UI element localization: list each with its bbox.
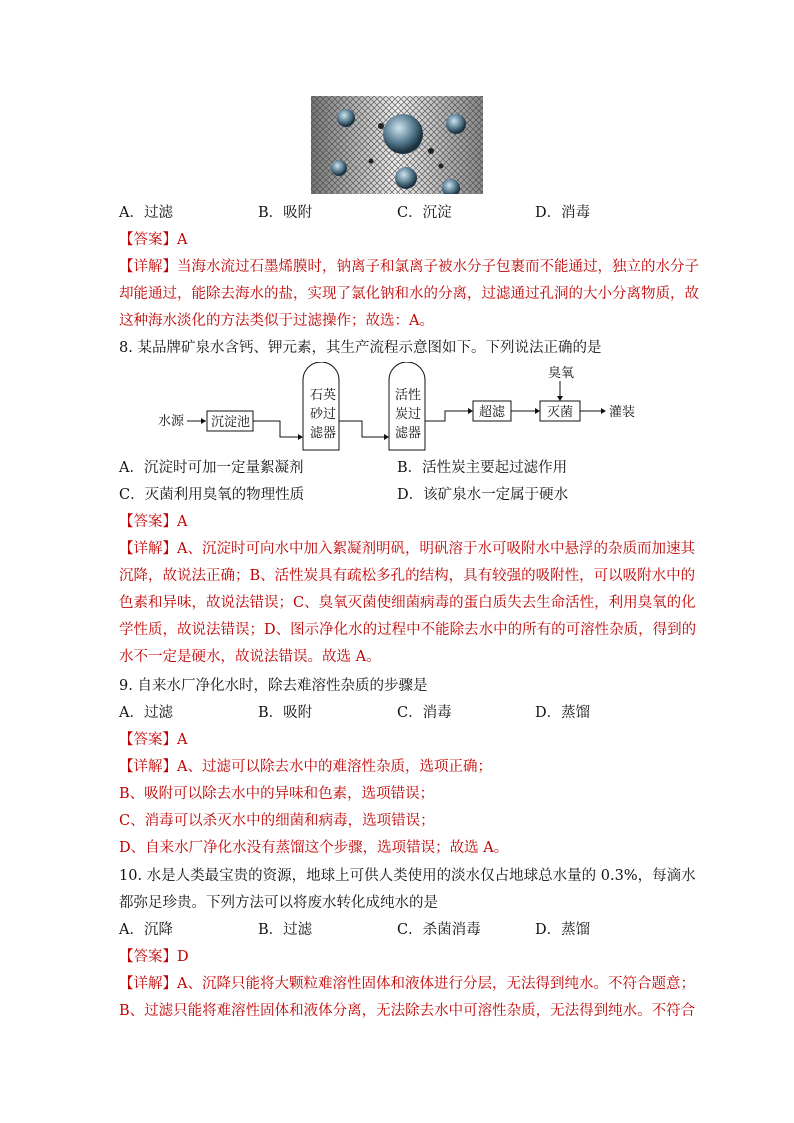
q9-option-a: A．过滤 — [119, 705, 173, 721]
q10-option-a: A．沉降 — [119, 922, 173, 938]
q8-option-b: B．活性炭主要起过滤作用 — [397, 460, 568, 476]
q8-option-a: A．沉淀时可加一定量絮凝剂 — [119, 460, 304, 476]
production-flow-diagram — [150, 362, 650, 452]
q7-option-d: D．消毒 — [535, 205, 591, 221]
flow-quartz-label-1: 石英 — [310, 388, 337, 403]
flow-fill-label: 灌装 — [609, 405, 636, 420]
flow-source-label: 水源 — [158, 414, 185, 429]
q10-explain-line: B、过滤只能将难溶性固体和液体分离，无法除去水中可溶性杂质，无法得到纯水。不符合 — [119, 1003, 696, 1019]
q10-explain-line: 【详解】A、沉降只能将大颗粒难溶性固体和液体进行分层，无法得到纯水。不符合题意； — [119, 976, 695, 992]
q10-stem-line: 10. 水是人类最宝贵的资源，地球上可供人类使用的淡水仅占地球总水量的 0.3%，每滴水 — [119, 868, 696, 884]
q7-explain-line: 【详解】当海水流过石墨烯膜时，钠离子和氯离子被水分子包裹而不能通过，独立的水分子 — [119, 259, 699, 275]
q7-answer: 【答案】A — [119, 232, 188, 248]
flow-carbon-label-2: 炭过 — [395, 407, 422, 422]
q9-explain-line: C、消毒可以杀灭水中的细菌和病毒，选项错误； — [119, 813, 435, 829]
q8-stem: 8. 某品牌矿泉水含钙、钾元素，其生产流程示意图如下。下列说法正确的是 — [119, 340, 602, 356]
flow-ultrafilter-label: 超滤 — [479, 405, 506, 420]
q9-option-d: D．蒸馏 — [535, 705, 591, 721]
q8-explain-line: 学性质，故说法错误；D、图示净化水的过程中不能除去水中的所有的可溶性杂质，得到的 — [119, 622, 697, 638]
q8-explain-line: 色素和异味，故说法错误；C、臭氧灭菌使细菌病毒的蛋白质失去生命活性，利用臭氧的化 — [119, 595, 696, 611]
flow-quartz-label-3: 滤器 — [310, 426, 337, 441]
q7-option-a: A．过滤 — [119, 205, 173, 221]
q9-explain-line: 【详解】A、过滤可以除去水中的难溶性杂质，选项正确； — [119, 759, 492, 775]
q9-answer: 【答案】A — [119, 732, 188, 748]
q7-explain-line: 这种海水淡化的方法类似于过滤操作；故选：A。 — [119, 313, 434, 329]
q10-option-c: C．杀菌消毒 — [397, 922, 481, 938]
flow-settling-tank-label: 沉淀池 — [211, 415, 251, 430]
flow-carbon-label-1: 活性 — [395, 388, 422, 403]
q8-explain-line: 水不一定是硬水，故说法错误。故选 A。 — [119, 649, 381, 665]
q8-explain-line: 沉降，故说法正确；B、活性炭具有疏松多孔的结构，具有较强的吸附性，可以吸附水中的 — [119, 568, 696, 584]
q9-explain-line: D、自来水厂净化水没有蒸馏这个步骤，选项错误；故选 A。 — [119, 840, 509, 856]
q8-option-c: C．灭菌利用臭氧的物理性质 — [119, 487, 305, 503]
q10-option-d: D．蒸馏 — [535, 922, 591, 938]
q10-stem-line: 都弥足珍贵。下列方法可以将废水转化成纯水的是 — [119, 895, 438, 911]
q9-stem: 9. 自来水厂净化水时，除去难溶性杂质的步骤是 — [119, 678, 428, 694]
q8-option-d: D．该矿泉水一定属于硬水 — [397, 487, 569, 503]
flow-ozone-label: 臭氧 — [548, 366, 575, 381]
q10-option-b: B．过滤 — [258, 922, 313, 938]
flow-quartz-label-2: 砂过 — [310, 407, 337, 422]
q10-answer: 【答案】D — [119, 949, 189, 965]
q7-option-b: B．吸附 — [258, 205, 313, 221]
graphene-membrane-image — [311, 96, 483, 194]
q9-option-c: C．消毒 — [397, 705, 452, 721]
flow-carbon-label-3: 滤器 — [395, 426, 422, 441]
q8-answer: 【答案】A — [119, 514, 188, 530]
flow-sterilize-label: 灭菌 — [547, 405, 574, 420]
q8-explain-line: 【详解】A、沉淀时可向水中加入絮凝剂明矾，明矾溶于水可吸附水中悬浮的杂质而加速其 — [119, 541, 695, 557]
q7-option-c: C．沉淀 — [397, 205, 452, 221]
q9-explain-line: B、吸附可以除去水中的异味和色素，选项错误； — [119, 786, 435, 802]
q7-explain-line: 却能通过，能除去海水的盐，实现了氯化钠和水的分离，过滤通过孔洞的大小分离物质，故 — [119, 286, 699, 302]
q9-option-b: B．吸附 — [258, 705, 313, 721]
